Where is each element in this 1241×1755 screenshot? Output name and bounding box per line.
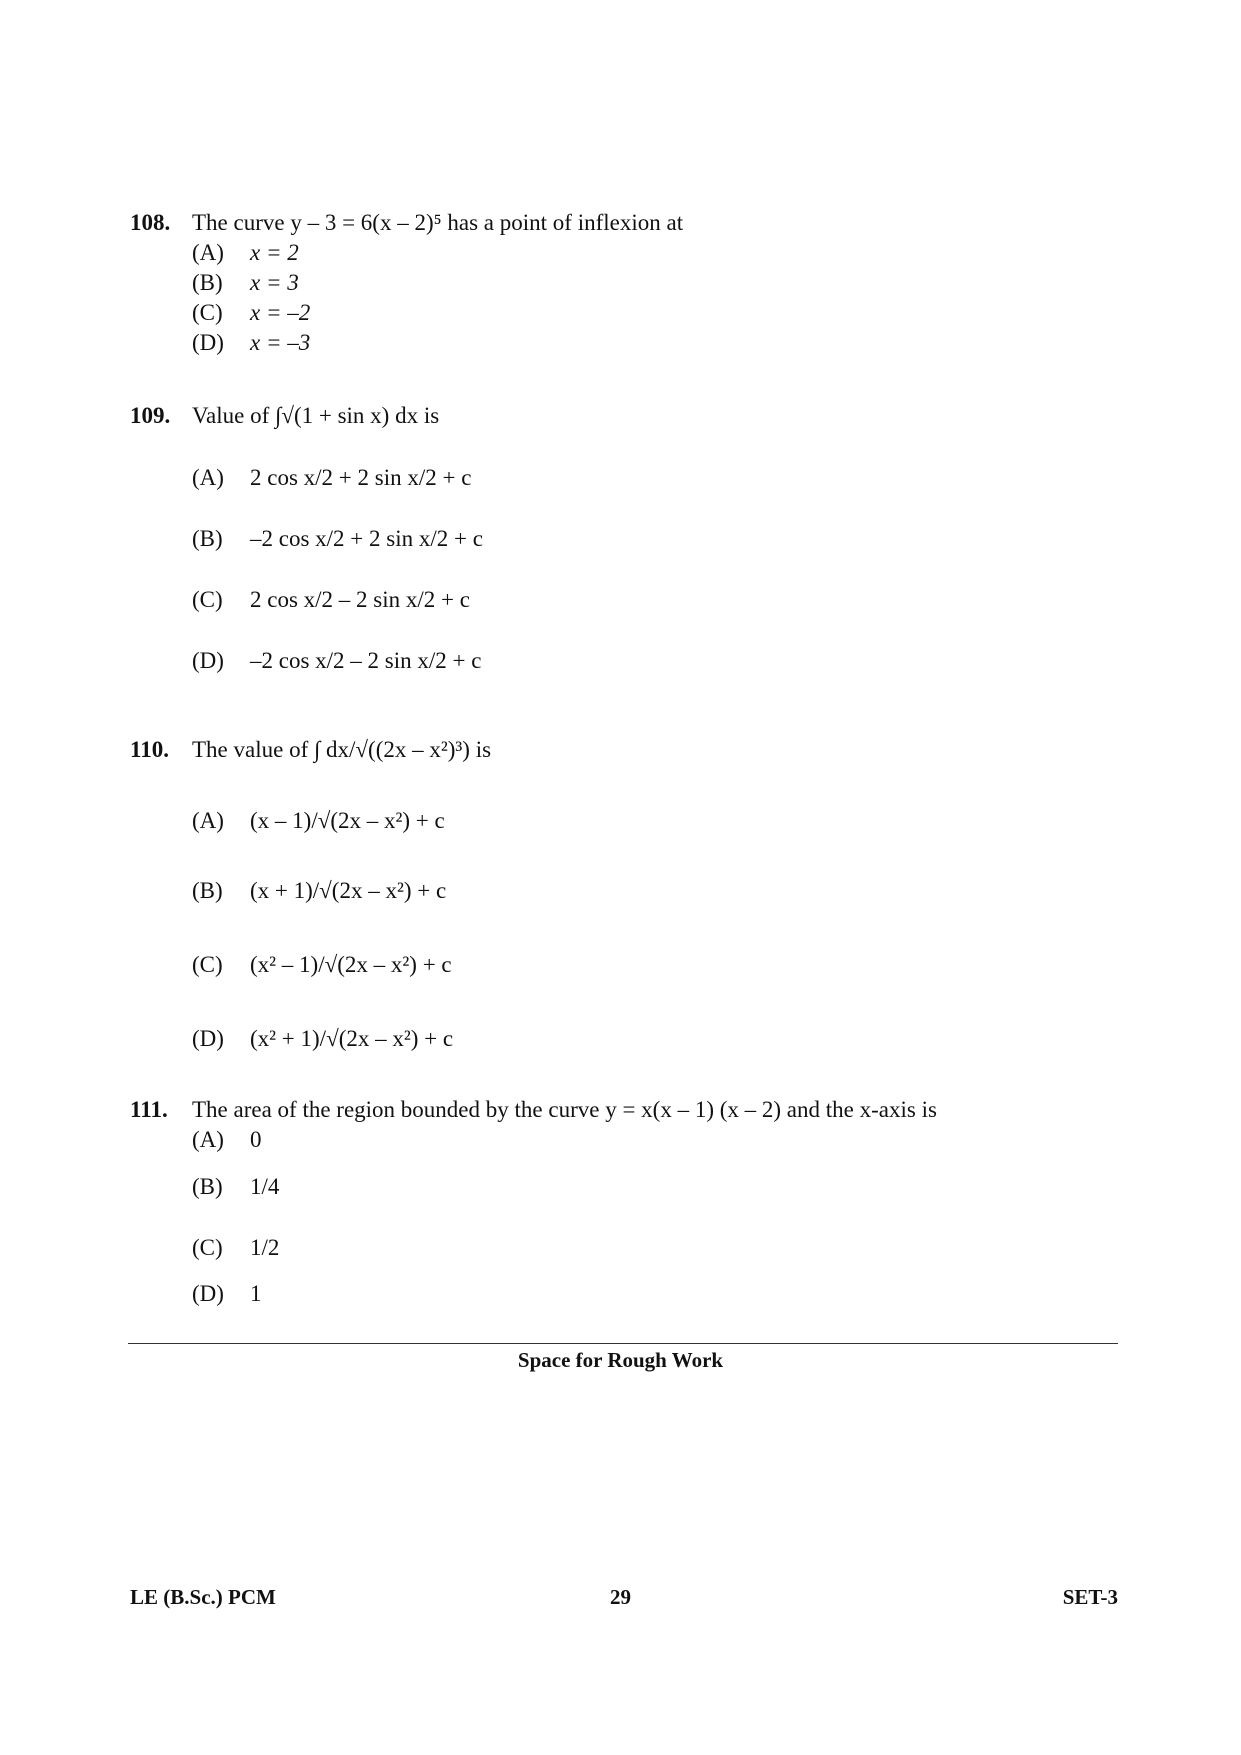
option-label: (D) — [192, 330, 224, 355]
option-label: (B) — [192, 270, 223, 295]
footer-page-number: 29 — [610, 1585, 631, 1609]
question-stem: Value of ∫√(1 + sin x) dx is — [192, 403, 440, 428]
option-value: 2 cos x/2 + 2 sin x/2 + c — [250, 465, 472, 490]
option-label: (A) — [192, 465, 224, 490]
option-label: (D) — [192, 1281, 224, 1306]
option-label: (C) — [192, 1235, 223, 1260]
question-stem: The curve y – 3 = 6(x – 2)⁵ has a point of inflexion at — [192, 210, 684, 235]
option-label: (D) — [192, 648, 224, 673]
option-label: (B) — [192, 526, 223, 551]
option-label: (B) — [192, 1174, 223, 1199]
option-label: (A) — [192, 1127, 224, 1152]
question-number: 110. — [130, 737, 169, 762]
option-value: 1 — [250, 1281, 262, 1306]
option-label: (C) — [192, 952, 223, 977]
option-value: (x² + 1)/√(2x – x²) + c — [250, 1026, 454, 1051]
footer-exam-code: LE (B.Sc.) PCM — [130, 1585, 276, 1609]
option-label: (A) — [192, 808, 224, 833]
option-value: 2 cos x/2 – 2 sin x/2 + c — [250, 587, 470, 612]
option-value: (x + 1)/√(2x – x²) + c — [250, 878, 447, 903]
option-value: x = 3 — [250, 270, 299, 295]
question-number: 111. — [130, 1097, 168, 1122]
option-value: 1/2 — [250, 1235, 280, 1260]
option-value: (x – 1)/√(2x – x²) + c — [250, 808, 445, 833]
option-value: x = 2 — [250, 240, 299, 265]
option-label: (A) — [192, 240, 224, 265]
option-value: 0 — [250, 1127, 262, 1152]
option-value: –2 cos x/2 – 2 sin x/2 + c — [250, 648, 482, 673]
question-stem: The value of ∫ dx/√((2x – x²)³) is — [192, 737, 492, 762]
option-value: (x² – 1)/√(2x – x²) + c — [250, 952, 452, 977]
option-label: (C) — [192, 587, 223, 612]
option-value: –2 cos x/2 + 2 sin x/2 + c — [250, 526, 483, 551]
option-value: x = –2 — [250, 300, 311, 325]
question-number: 108. — [130, 210, 171, 235]
option-label: (D) — [192, 1026, 224, 1051]
rough-work-heading: Space for Rough Work — [517, 1348, 724, 1372]
option-label: (B) — [192, 878, 223, 903]
question-stem: The area of the region bounded by the curve y = x(x – 1) (x – 2) and the x-axis is — [192, 1097, 937, 1122]
question-number: 109. — [130, 403, 171, 428]
rough-work-divider — [128, 1343, 1118, 1344]
footer-set: SET-3 — [1062, 1585, 1118, 1609]
option-value: x = –3 — [250, 330, 311, 355]
option-label: (C) — [192, 300, 223, 325]
option-value: 1/4 — [250, 1174, 280, 1199]
